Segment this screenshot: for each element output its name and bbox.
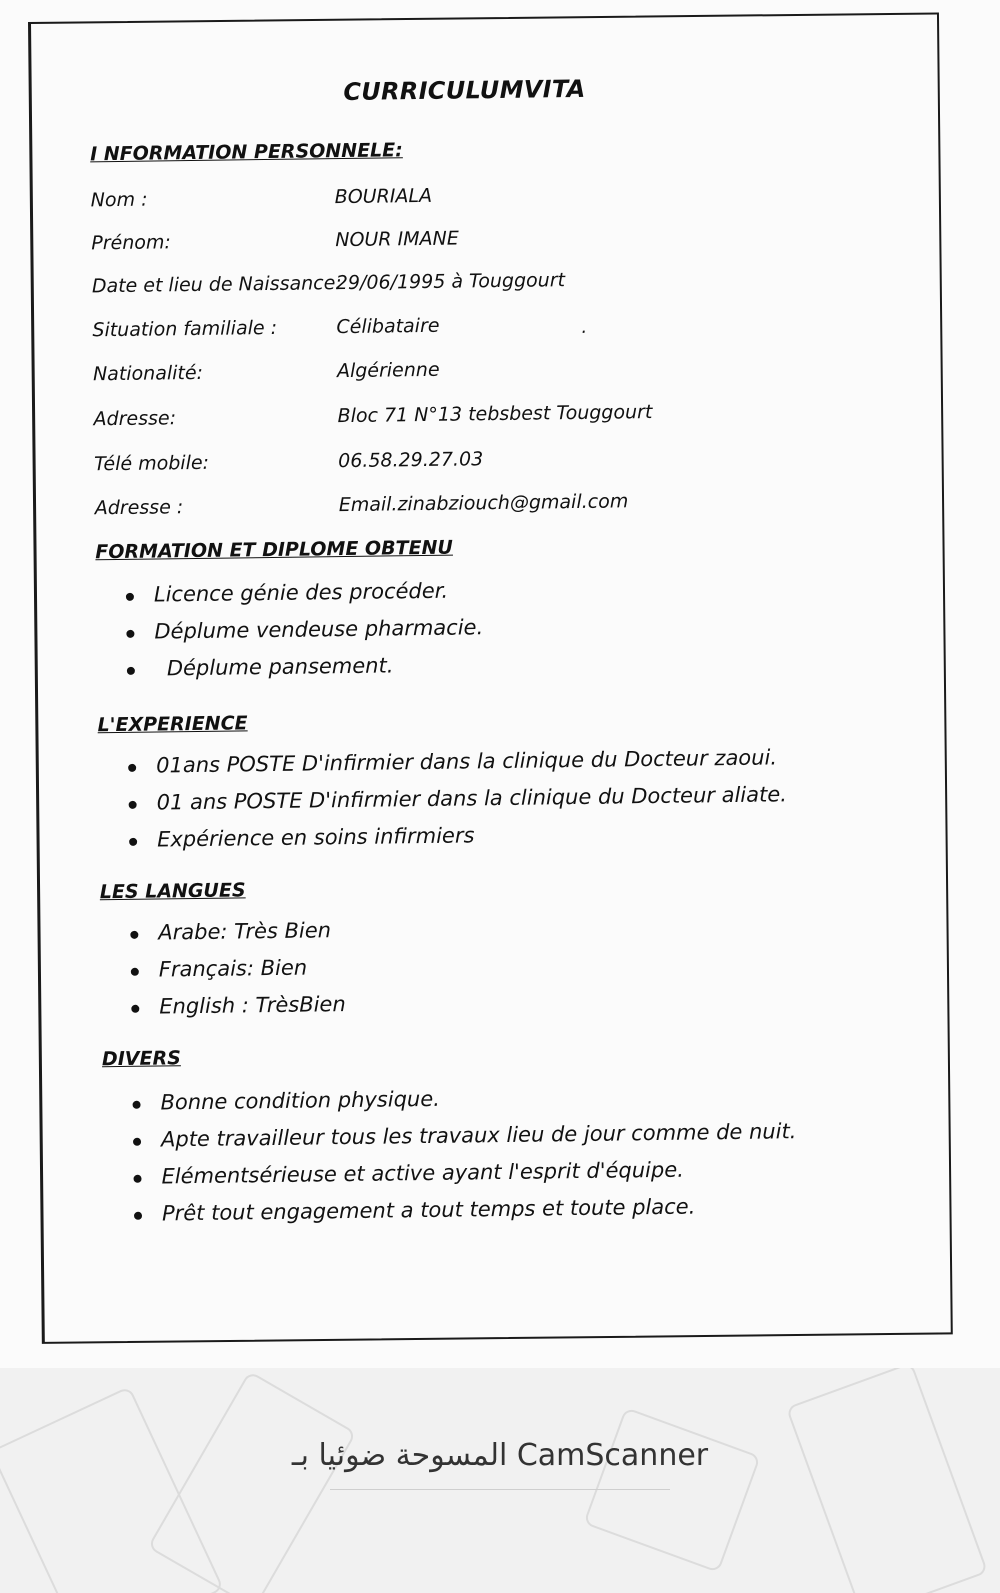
bullet-icon xyxy=(129,838,137,846)
image-outline-icon xyxy=(583,1407,761,1573)
section-heading-languages: LES LANGUES xyxy=(99,879,246,904)
document-outline-icon xyxy=(147,1371,356,1593)
list-item-text: Licence génie des procéder. xyxy=(153,578,449,607)
bullet-icon xyxy=(129,801,137,809)
section-heading-formation: FORMATION ET DIPLOME OBTENU xyxy=(95,536,454,564)
info-value: NOUR IMANE xyxy=(335,227,459,252)
bullet-icon xyxy=(130,931,138,939)
info-value: BOURIALA xyxy=(334,184,433,209)
list-item-text: 01 ans POSTE D'infirmier dans la clinique du Docteur aliate. xyxy=(156,782,788,815)
camscanner-watermark-bar xyxy=(0,1368,1000,1593)
camscanner-text: المسوحة ضوئيا بـ CamScanner xyxy=(291,1438,709,1473)
info-row-mobile xyxy=(94,443,854,485)
bullet-icon xyxy=(133,1138,141,1146)
bullet-icon xyxy=(133,1101,141,1109)
info-row-email xyxy=(95,487,855,529)
info-label: Télé mobile: xyxy=(94,451,210,476)
languages-list xyxy=(130,911,891,1032)
list-item-text: 01ans POSTE D'infirmier dans la clinique du Docteur zaoui. xyxy=(155,745,778,778)
section-heading-experience: L'EXPERIENCE xyxy=(97,712,248,737)
info-label: Date et lieu de Naissance: xyxy=(91,272,342,298)
list-item-text: Expérience en soins infirmiers xyxy=(156,823,475,852)
info-label: Situation familiale : xyxy=(92,316,278,342)
info-value: Célibataire xyxy=(336,314,440,339)
list-item-text: Déplume pansement. xyxy=(166,653,394,681)
info-label: Nationalité: xyxy=(92,361,204,386)
bullet-icon xyxy=(133,1175,141,1183)
stray-dot: . xyxy=(581,316,588,338)
bullet-icon xyxy=(127,667,135,675)
info-value: 29/06/1995 à Touggourt xyxy=(335,269,566,295)
bullet-icon xyxy=(126,630,134,638)
info-row-nationalite xyxy=(93,353,853,395)
bullet-icon xyxy=(131,1005,139,1013)
watermark-underline xyxy=(330,1489,670,1490)
experience-list xyxy=(128,744,889,865)
formation-list xyxy=(126,573,887,694)
list-item-text: Bonne condition physique. xyxy=(160,1086,441,1115)
info-row-situation xyxy=(92,309,852,351)
document-title: CURRICULUMVITA xyxy=(343,74,586,107)
section-heading-divers: DIVERS xyxy=(101,1047,181,1071)
divers-list xyxy=(132,1081,894,1239)
bullet-icon xyxy=(131,968,139,976)
section-heading-personal: I NFORMATION PERSONNELE: xyxy=(89,139,403,166)
info-label: Prénom: xyxy=(91,231,171,255)
bullet-icon xyxy=(134,1212,142,1220)
bullet-icon xyxy=(128,764,136,772)
info-value: 06.58.29.27.03 xyxy=(338,448,484,473)
info-value: Email.zinabziouch@gmail.com xyxy=(338,490,629,517)
info-value: Bloc 71 N°13 tebsbest Touggourt xyxy=(337,400,653,428)
list-item-text: Elémentsérieuse et active ayant l'esprit d'équipe. xyxy=(161,1157,684,1189)
list-item-text: English : TrèsBien xyxy=(159,992,346,1019)
list-item-text: Français: Bien xyxy=(158,955,308,982)
info-row-prenom xyxy=(91,222,851,264)
calculator-outline-icon xyxy=(786,1368,989,1593)
info-label: Nom : xyxy=(90,188,148,212)
list-item-text: Déplume vendeuse pharmacie. xyxy=(154,615,484,644)
info-row-naissance xyxy=(92,265,852,307)
info-label: Adresse : xyxy=(94,496,184,520)
bullet-icon xyxy=(126,593,134,601)
list-item-text: Prêt tout engagement a tout temps et toute place. xyxy=(161,1194,696,1226)
info-label: Adresse: xyxy=(93,407,177,431)
list-item-text: Apte travailleur tous les travaux lieu de jour comme de nuit. xyxy=(160,1119,797,1152)
info-row-nom xyxy=(91,179,851,221)
info-row-adresse xyxy=(93,398,853,440)
list-item-text: Arabe: Très Bien xyxy=(158,918,332,945)
info-value: Algérienne xyxy=(336,358,440,383)
